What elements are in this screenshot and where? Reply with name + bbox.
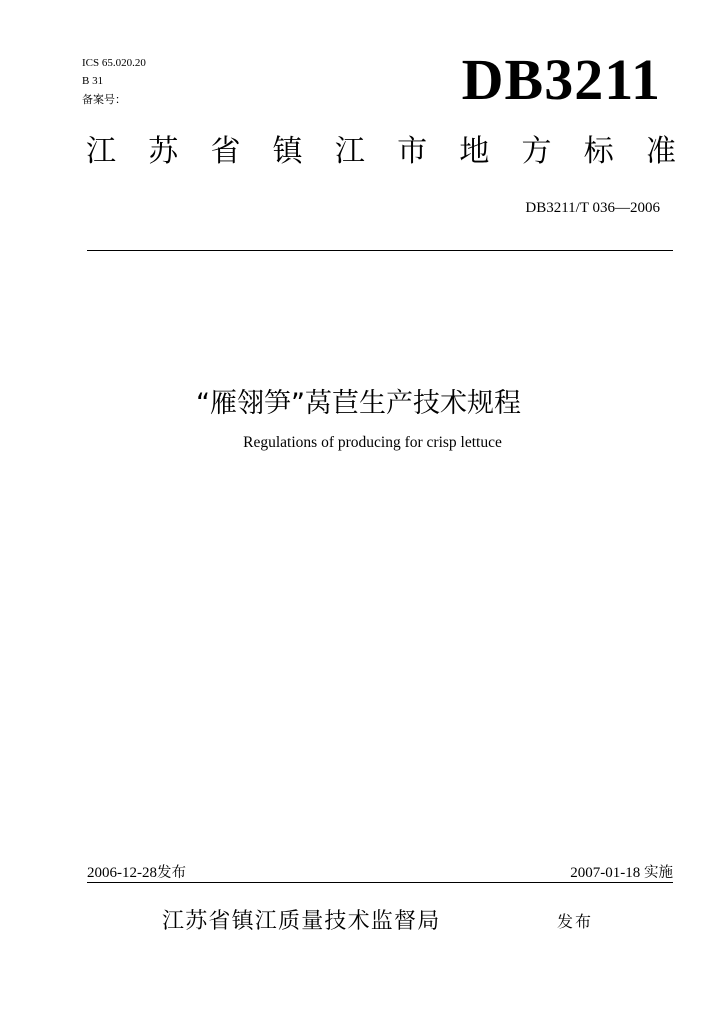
category-char: 省	[210, 134, 241, 169]
category-char: 江	[86, 134, 116, 169]
db-code: DB3211	[461, 47, 661, 112]
category-char: 市	[397, 134, 428, 169]
category-char: 镇	[272, 134, 303, 169]
issuing-label: 发布	[557, 912, 594, 931]
record-number-label: 备案号：	[82, 93, 126, 106]
standard-number: DB3211/T 036—2006	[525, 200, 660, 216]
category-char: 准	[645, 134, 676, 169]
ics-code: ICS 65.020.20	[82, 57, 146, 69]
title-cn-text: “雁翎笋”莴苣生产技术规程	[196, 388, 521, 419]
header-divider	[87, 250, 673, 251]
category-char: 标	[583, 134, 614, 169]
document-title-cn	[0, 384, 725, 424]
category-char: 江	[334, 134, 365, 169]
category-char: 苏	[148, 134, 179, 169]
footer-divider	[87, 882, 673, 883]
effective-date-label: 实施	[644, 865, 673, 881]
classification-code: B 31	[82, 75, 104, 87]
issuing-authority: 江苏省镇江质量技术监督局	[162, 909, 441, 934]
category-char: 方	[521, 134, 552, 169]
effective-date	[570, 864, 673, 882]
issue-date-label: 发布	[157, 865, 186, 881]
effective-date-value: 2007-01-18	[570, 865, 641, 881]
category-char: 地	[459, 134, 490, 169]
document-title-en: Regulations of producing for crisp lettuce	[243, 434, 502, 451]
issue-date-value: 2006-12-28	[87, 865, 157, 881]
issue-date	[87, 864, 186, 882]
standard-category	[86, 132, 676, 172]
